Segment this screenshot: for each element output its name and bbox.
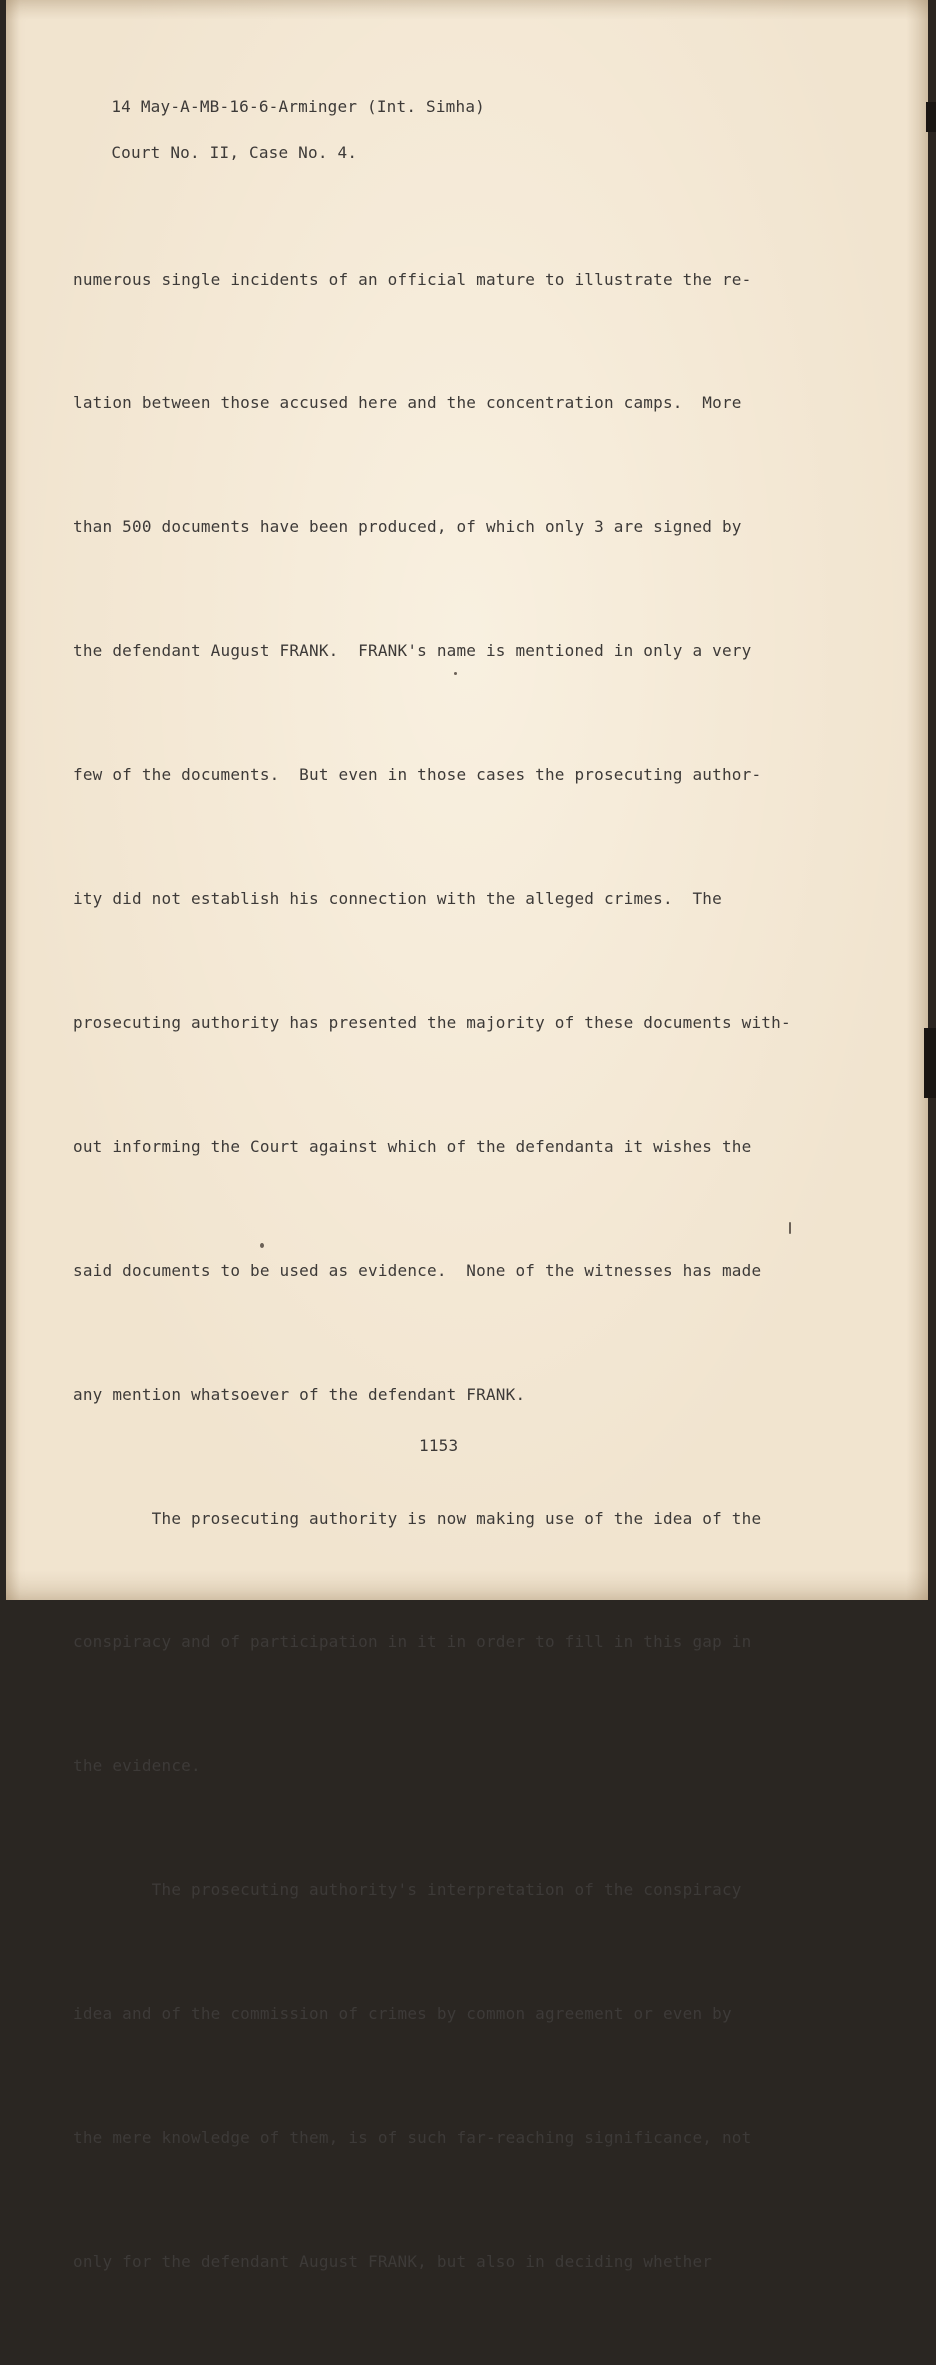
- paper-speck: [789, 1222, 791, 1234]
- paper-speck: [260, 1243, 264, 1248]
- header-court-case: Court No. II, Case No. 4.: [111, 143, 358, 162]
- body-line: The prosecuting authority is now making use of the idea of the: [73, 1508, 762, 1528]
- document-page: [6, 0, 928, 2271]
- body-line: said documents to be used as evidence. None of the witnesses has made: [73, 1260, 762, 1280]
- body-line: the evidence.: [73, 1756, 201, 1776]
- body-line: the mere knowledge of them, is of such far-reaching significance, not: [73, 2127, 752, 2147]
- body-line: than 500 documents have been produced, of which only 3 are signed by: [73, 517, 742, 537]
- body-line: idea and of the commission of crimes by common agreement or even by: [73, 2004, 732, 2024]
- body-line: the defendant August FRANK. FRANK's name is mentioned in only a very: [73, 641, 752, 661]
- scan-edge-right: [928, 0, 936, 1600]
- scan-edge-clip: [926, 102, 936, 132]
- header-case-reference: 14 May-A-MB-16-6-Arminger (Int. Simha): [111, 97, 485, 116]
- body-line: few of the documents. But even in those cases the prosecuting author-: [73, 765, 762, 785]
- paper-speck: [454, 672, 457, 675]
- document-body: [73, 176, 791, 2365]
- body-line: The prosecuting authority's interpretation of the conspiracy: [73, 1880, 742, 1900]
- body-line: lation between those accused here and the concentration camps. More: [73, 393, 742, 413]
- body-line: ity did not establish his connection with the alleged crimes. The: [73, 889, 722, 909]
- body-line: conspiracy and of participation in it in order to fill in this gap in: [73, 1632, 752, 1652]
- page-number: 1153: [419, 1436, 459, 1455]
- body-line: out informing the Court against which of the defendanta it wishes the: [73, 1136, 752, 1156]
- body-line: numerous single incidents of an official mature to illustrate the re-: [73, 269, 752, 289]
- scan-edge-clip: [924, 1028, 936, 1098]
- body-line: any mention whatsoever of the defendant FRANK.: [73, 1384, 526, 1404]
- body-line: prosecuting authority has presented the majority of these documents with-: [73, 1012, 791, 1032]
- body-line: only for the defendant August FRANK, but also in deciding whether: [73, 2251, 713, 2271]
- document-header: [72, 72, 485, 187]
